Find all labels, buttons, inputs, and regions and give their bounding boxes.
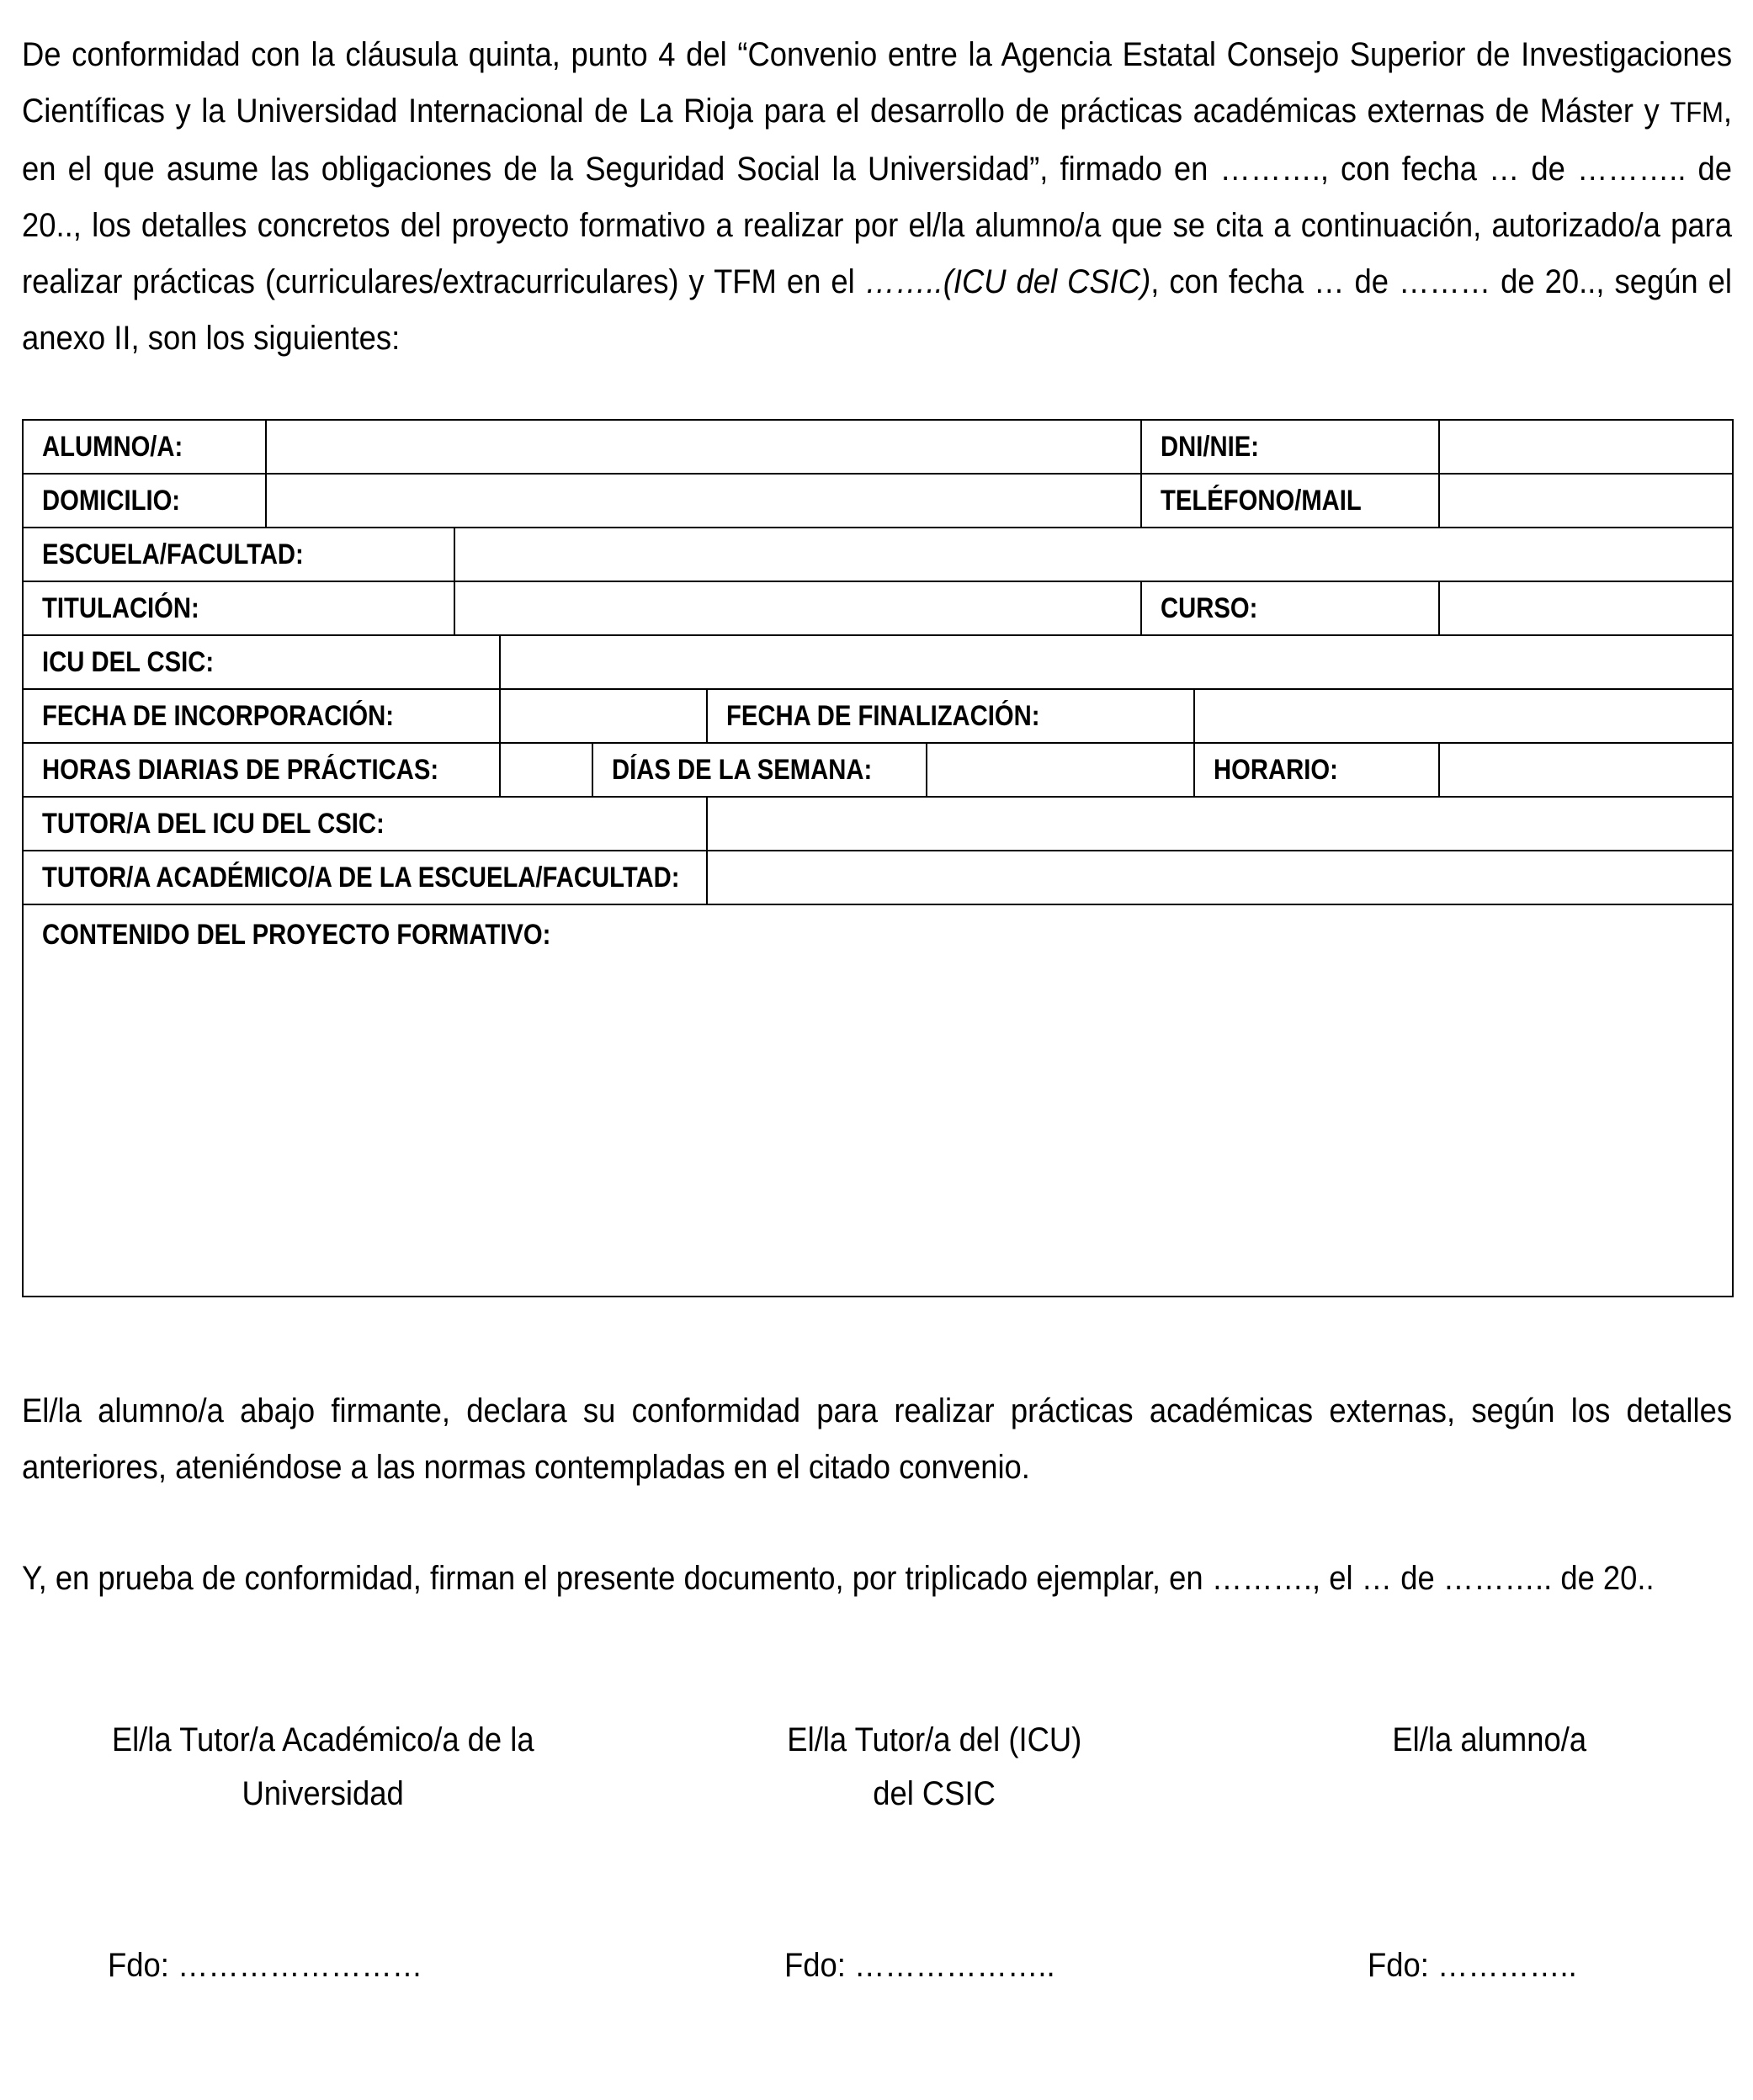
- row-domicilio: [23, 474, 1733, 528]
- alumno-field[interactable]: [266, 420, 1141, 474]
- fecha-incorporacion-field[interactable]: [500, 689, 707, 743]
- row-tutor-academico: [23, 851, 1733, 904]
- signature-student-label: El/la alumno/a: [1392, 1721, 1587, 1758]
- label-alumno: ALUMNO/A:: [23, 420, 266, 474]
- intro-paragraph: [22, 27, 1732, 367]
- row-tutor-icu: [23, 797, 1733, 851]
- signature-student: [1321, 1713, 1658, 1767]
- signature-academic-tutor: [71, 1713, 576, 1821]
- signature-academic-line1: El/la Tutor/a Académico/a de la: [112, 1721, 534, 1758]
- fecha-finalizacion-field[interactable]: [1194, 689, 1733, 743]
- label-telefono: TELÉFONO/MAIL: [1141, 474, 1439, 528]
- fdo-student: Fdo: …………..: [1368, 1947, 1577, 1984]
- row-escuela: [23, 528, 1733, 581]
- row-contenido: [23, 904, 1733, 1297]
- label-tutor-academico: TUTOR/A ACADÉMICO/A DE LA ESCUELA/FACULTAD:: [23, 851, 707, 904]
- icu-field[interactable]: [500, 635, 1733, 689]
- intro-text-part3: , con fecha … de ……… de 20.., según el anexo II, son los siguientes:: [22, 263, 1733, 357]
- row-icu: [23, 635, 1733, 689]
- label-tutor-icu: TUTOR/A DEL ICU DEL CSIC:: [23, 797, 707, 851]
- signature-icu-line1: El/la Tutor/a del (ICU): [787, 1721, 1081, 1758]
- student-data-form: [22, 419, 1734, 1297]
- label-dias-semana: DÍAS DE LA SEMANA:: [592, 743, 927, 797]
- row-titulacion: [23, 581, 1733, 635]
- label-domicilio: DOMICILIO:: [23, 474, 266, 528]
- horario-field[interactable]: [1439, 743, 1733, 797]
- intro-tfm-abbrev: TFM: [1670, 97, 1724, 129]
- escuela-field[interactable]: [454, 528, 1733, 581]
- label-horas-diarias: HORAS DIARIAS DE PRÁCTICAS:: [23, 743, 500, 797]
- label-titulacion: TITULACIÓN:: [23, 581, 454, 635]
- signature-icu-line2: del CSIC: [873, 1775, 996, 1812]
- intro-text-part1: De conformidad con la cláusula quinta, punto 4 del “Convenio entre la Agencia Estatal Consejo Superior de Investigaciones Científicas y la Universidad Internacional de La Rioja para el desarrollo de prácticas académicas externas de Máster y: [22, 36, 1733, 130]
- dni-field[interactable]: [1439, 420, 1733, 474]
- horas-diarias-field[interactable]: [500, 743, 592, 797]
- contenido-proyecto-field[interactable]: [23, 904, 1733, 1297]
- signature-academic-line2: Universidad: [242, 1775, 405, 1812]
- label-curso: CURSO:: [1141, 581, 1439, 635]
- declaration-paragraph: El/la alumno/a abajo firmante, declara su conformidad para realizar prácticas académicas externas, según los detalles anteriores, ateniéndose a las normas contempladas en el citado convenio.: [22, 1392, 1733, 1486]
- titulacion-field[interactable]: [454, 581, 1141, 635]
- intro-text-part2: , en el que asume las obligaciones de la Seguridad Social la Universidad”, firmado en ………., con fecha … de ……….. de 20.., los detalles concretos del proyecto formativo a realizar por el/la alumno/a que se cita a continuación, autorizado/a para realizar prácticas (curriculares/extracurriculares) y TFM en el: [22, 93, 1733, 300]
- label-dni: DNI/NIE:: [1141, 420, 1439, 474]
- tutor-icu-field[interactable]: [707, 797, 1733, 851]
- proof-paragraph: Y, en prueba de conformidad, firman el presente documento, por triplicado ejemplar, en ………., el … de ……….. de 20..: [22, 1560, 1655, 1597]
- row-alumno: [23, 420, 1733, 474]
- label-horario: HORARIO:: [1194, 743, 1439, 797]
- tutor-academico-field[interactable]: [707, 851, 1733, 904]
- fdo-academic-tutor: Fdo: ……………………: [108, 1947, 423, 1984]
- signature-icu-tutor: [724, 1713, 1145, 1821]
- intro-icu-placeholder: ……..(ICU del CSIC): [864, 263, 1151, 300]
- fdo-icu-tutor: Fdo: ………………..: [784, 1947, 1055, 1984]
- curso-field[interactable]: [1439, 581, 1733, 635]
- label-escuela: ESCUELA/FACULTAD:: [23, 528, 454, 581]
- domicilio-field[interactable]: [266, 474, 1141, 528]
- dias-semana-field[interactable]: [927, 743, 1194, 797]
- label-fecha-finalizacion: FECHA DE FINALIZACIÓN:: [707, 689, 1194, 743]
- row-horas: [23, 743, 1733, 797]
- label-contenido: CONTENIDO DEL PROYECTO FORMATIVO:: [42, 919, 551, 951]
- telefono-field[interactable]: [1439, 474, 1733, 528]
- label-icu: ICU DEL CSIC:: [23, 635, 500, 689]
- row-fechas: [23, 689, 1733, 743]
- label-fecha-incorporacion: FECHA DE INCORPORACIÓN:: [23, 689, 500, 743]
